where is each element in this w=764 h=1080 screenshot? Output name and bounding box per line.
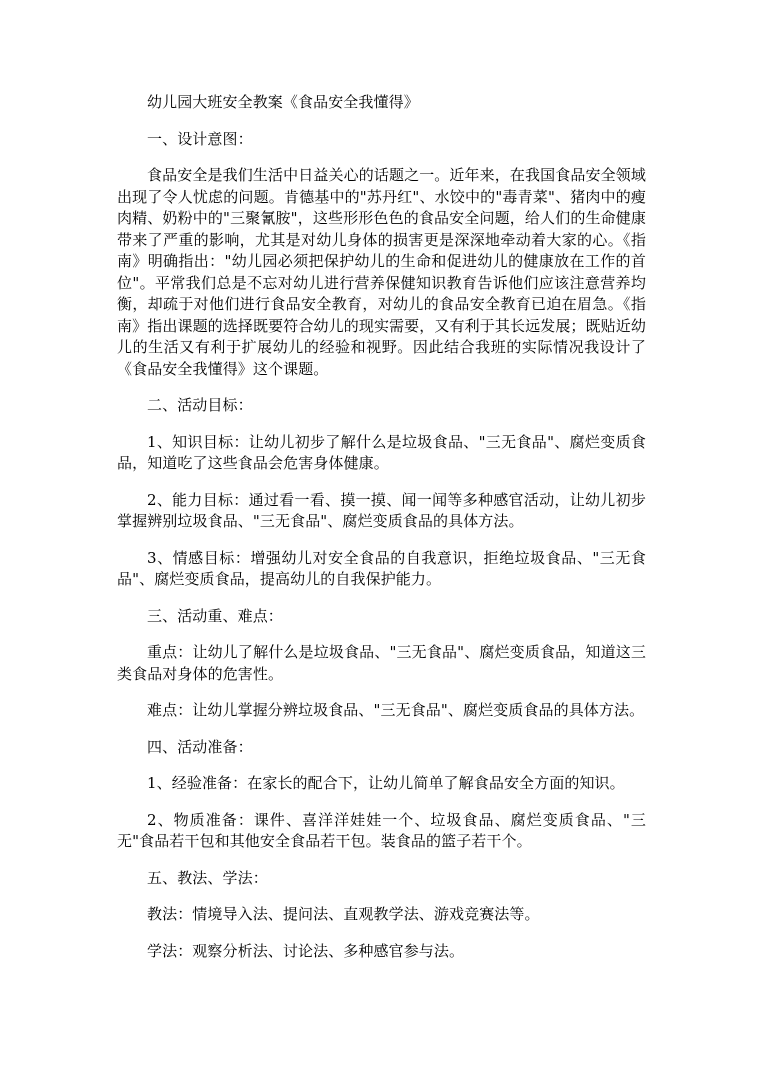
learning-method-paragraph: 学法：观察分析法、讨论法、多种感官参与法。 [147, 941, 465, 960]
goal-knowledge-paragraph: 1、知识目标：让幼儿初步了解什么是垃圾食品、"三无食品"、腐烂变质食品，知道吃了这些食品会危害身体健康。 [117, 432, 646, 472]
prep-experience-paragraph: 1、经验准备：在家长的配合下，让幼儿简单了解食品安全方面的知识。 [147, 774, 625, 792]
design-intent-paragraph: 食品安全是我们生活中日益关心的话题之一。近年来，在我国食品安全领域出现了令人忧虑的问题。肯德基中的"苏丹红"、水饺中的"毒青菜"、猪肉中的瘦肉精、奶粉中的"三聚氰胺"，这些形形色色的食品安全问题，给人们的生命健康带来了严重的影响，尤其是对幼儿身体的损害更是深深地牵动着大家的心。《指南》明确指出："幼儿园必须把保护幼儿的生命和促进幼儿的健康放在工作的首位"。平常我们总是不忘对幼儿进行营养保健知识教育告诉他们应该注意营养均衡，却疏于对他们进行食品安全教育，对幼儿的食品安全教育已迫在眉急。《指南》指出课题的选择既要符合幼儿的现实需要，又有利于其长远发展；既贴近幼儿的生活又有利于扩展幼儿的经验和视野。因此结合我班的实际情况我设计了《食品安全我懂得》这个课题。 [117, 166, 646, 378]
prep-materials-paragraph: 2、物质准备：课件、喜洋洋娃娃一个、垃圾食品、腐烂变质食品、"三无"食品若干包和其他安全食品若干包。装食品的篮子若干个。 [117, 810, 646, 850]
document-title: 幼儿园大班安全教案《食品安全我懂得》 [147, 93, 419, 111]
section-heading-preparation: 四、活动准备： [147, 737, 253, 756]
goal-ability-paragraph: 2、能力目标：通过看一看、摸一摸、闻一闻等多种感官活动，让幼儿初步掌握辨别垃圾食品、"三无食品"、腐烂变质食品的具体方法。 [117, 490, 646, 530]
section-heading-methods: 五、教法、学法： [147, 868, 268, 887]
difficulty-paragraph: 难点：让幼儿掌握分辨垃圾食品、"三无食品"、腐烂变质食品的具体方法。 [147, 701, 645, 719]
key-point-paragraph: 重点：让幼儿了解什么是垃圾食品、"三无食品"、腐烂变质食品，知道这三类食品对身体的危害性。 [117, 643, 646, 683]
section-heading-goals: 二、活动目标： [147, 396, 253, 414]
section-heading-design-intent: 一、设计意图： [147, 129, 253, 148]
goal-emotion-paragraph: 3、情感目标：增强幼儿对安全食品的自我意识，拒绝垃圾食品、"三无食品"、腐烂变质食品，提高幼儿的自我保护能力。 [117, 548, 646, 588]
section-heading-key-points: 三、活动重、难点： [147, 606, 283, 625]
teaching-method-paragraph: 教法：情境导入法、提问法、直观教学法、游戏竞赛法等。 [147, 905, 540, 923]
